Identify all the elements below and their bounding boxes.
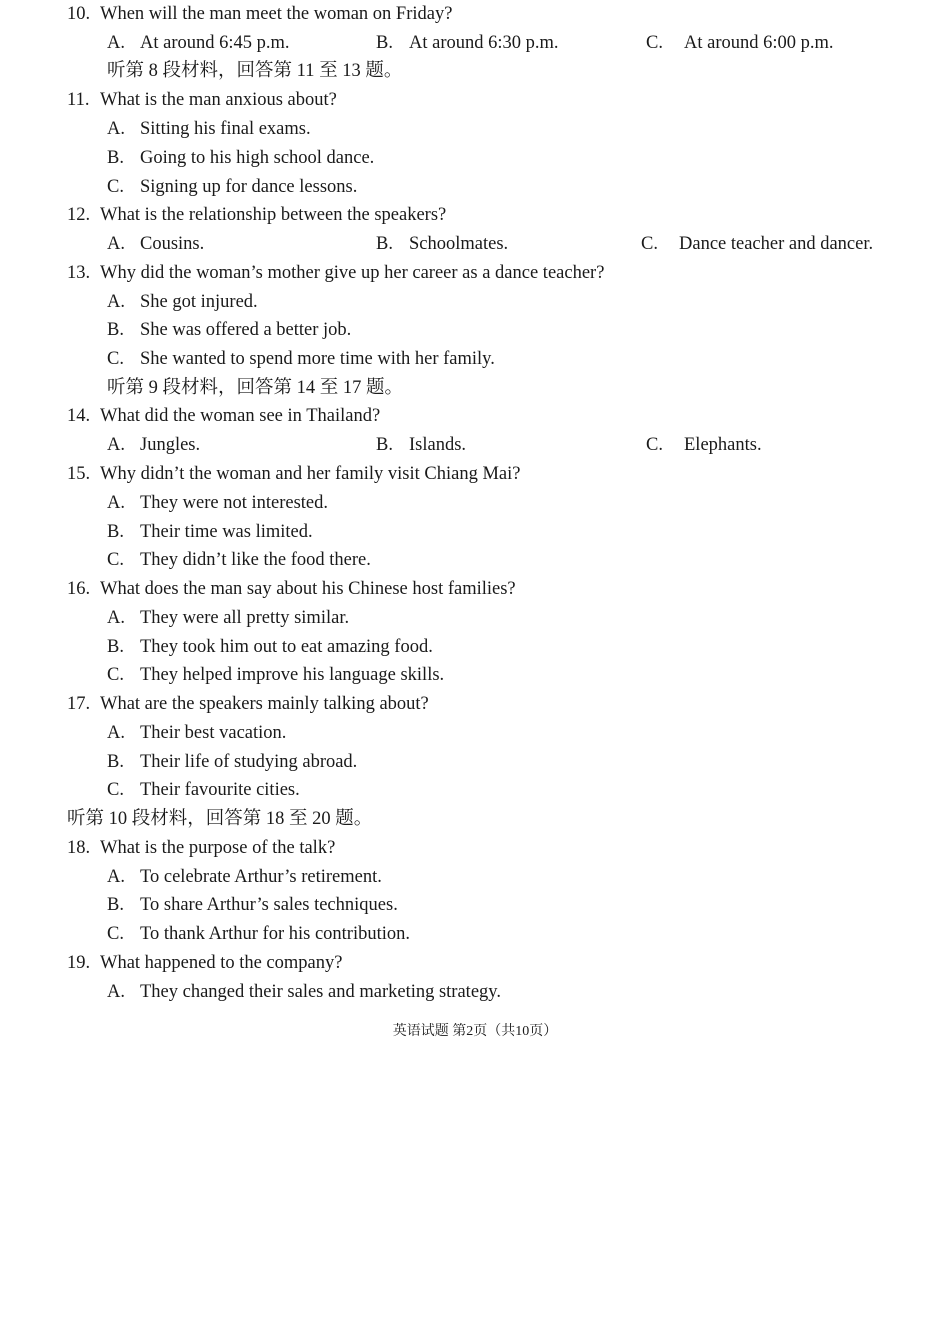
option-letter: C.	[107, 177, 124, 197]
question-14	[67, 404, 380, 428]
option-11-a	[107, 117, 311, 141]
option-12-b	[376, 232, 508, 256]
question-number: 13.	[67, 263, 91, 283]
option-text: She wanted to spend more time with her family.	[140, 349, 495, 369]
option-text: They were all pretty similar.	[140, 608, 350, 628]
question-13	[67, 261, 604, 285]
option-10-c	[646, 31, 834, 55]
question-text: Why did the woman’s mother give up her career as a dance teacher?	[100, 263, 605, 283]
option-letter: B.	[376, 33, 393, 53]
question-15	[67, 462, 520, 486]
option-letter: B.	[376, 435, 393, 455]
option-text: She got injured.	[140, 292, 258, 312]
question-16	[67, 577, 516, 601]
option-13-c	[107, 347, 495, 371]
option-17-a	[107, 721, 286, 745]
option-letter: C.	[641, 234, 658, 254]
question-number: 14.	[67, 406, 91, 426]
page-footer: 英语试题 第2页（共10页）	[392, 1024, 558, 1039]
option-text: They helped improve his language skills.	[140, 665, 445, 685]
option-text: To celebrate Arthur’s retirement.	[140, 867, 382, 887]
question-number: 19.	[67, 953, 91, 973]
question-number: 11.	[67, 90, 90, 110]
option-13-b	[107, 318, 351, 342]
option-letter: B.	[107, 637, 124, 657]
option-15-c	[107, 548, 371, 572]
option-letter: B.	[107, 320, 124, 340]
option-text: Dance teacher and dancer.	[679, 234, 874, 254]
question-number: 10.	[67, 4, 91, 24]
option-text: They took him out to eat amazing food.	[140, 637, 433, 657]
question-number: 16.	[67, 579, 91, 599]
option-text: At around 6:30 p.m.	[409, 33, 559, 53]
question-text: What does the man say about his Chinese host families?	[100, 579, 516, 599]
option-letter: A.	[107, 234, 125, 254]
option-text: Signing up for dance lessons.	[140, 177, 358, 197]
question-17	[67, 692, 429, 716]
question-text: What did the woman see in Thailand?	[100, 406, 381, 426]
question-text: What is the relationship between the speakers?	[100, 205, 447, 225]
option-letter: A.	[107, 982, 125, 1002]
option-15-b	[107, 520, 313, 544]
option-18-b	[107, 893, 398, 917]
option-letter: B.	[376, 234, 393, 254]
question-19	[67, 951, 342, 975]
option-19-a	[107, 980, 501, 1004]
option-14-a	[107, 433, 200, 457]
option-18-c	[107, 922, 410, 946]
question-text: What are the speakers mainly talking about?	[100, 694, 429, 714]
option-12-a	[107, 232, 204, 256]
option-text: Their life of studying abroad.	[140, 752, 358, 772]
question-18	[67, 836, 335, 860]
option-letter: C.	[107, 665, 124, 685]
option-10-a	[107, 31, 290, 55]
question-text: What is the purpose of the talk?	[100, 838, 336, 858]
option-letter: A.	[107, 723, 125, 743]
question-text: When will the man meet the woman on Friday?	[100, 4, 453, 24]
option-text: Going to his high school dance.	[140, 148, 375, 168]
option-letter: C.	[107, 924, 124, 944]
option-letter: A.	[107, 119, 125, 139]
option-text: They changed their sales and marketing strategy.	[140, 982, 501, 1002]
option-letter: A.	[107, 867, 125, 887]
option-14-c	[646, 433, 762, 457]
option-15-a	[107, 491, 328, 515]
option-17-b	[107, 750, 357, 774]
option-10-b	[376, 31, 559, 55]
option-letter: A.	[107, 292, 125, 312]
question-12	[67, 203, 446, 227]
option-text: Schoolmates.	[409, 234, 509, 254]
option-text: Their best vacation.	[140, 723, 287, 743]
option-text: Elephants.	[684, 435, 762, 455]
option-text: She was offered a better job.	[140, 320, 352, 340]
option-14-b	[376, 433, 466, 457]
option-letter: A.	[107, 435, 125, 455]
option-text: Islands.	[409, 435, 467, 455]
option-letter: C.	[646, 33, 663, 53]
option-text: To thank Arthur for his contribution.	[140, 924, 411, 944]
option-text: At around 6:00 p.m.	[684, 33, 834, 53]
option-letter: B.	[107, 752, 124, 772]
option-letter: B.	[107, 148, 124, 168]
option-16-a	[107, 606, 349, 630]
option-16-c	[107, 663, 444, 687]
option-letter: B.	[107, 895, 124, 915]
question-number: 12.	[67, 205, 91, 225]
section-9-instruction: 听第 9 段材料，回答第 14 至 17 题。	[107, 378, 404, 398]
option-17-c	[107, 778, 300, 802]
option-text: They didn’t like the food there.	[140, 550, 371, 570]
option-letter: A.	[107, 608, 125, 628]
question-text: What happened to the company?	[100, 953, 343, 973]
question-number: 18.	[67, 838, 91, 858]
option-letter: C.	[107, 349, 124, 369]
option-11-b	[107, 146, 374, 170]
section-10-instruction: 听第 10 段材料，回答第 18 至 20 题。	[67, 809, 373, 829]
option-letter: B.	[107, 522, 124, 542]
question-number: 17.	[67, 694, 91, 714]
question-11	[67, 88, 337, 112]
option-16-b	[107, 635, 433, 659]
option-text: At around 6:45 p.m.	[140, 33, 290, 53]
section-8-instruction: 听第 8 段材料，回答第 11 至 13 题。	[107, 61, 403, 81]
option-12-c	[641, 232, 873, 256]
option-text: Their time was limited.	[140, 522, 313, 542]
option-11-c	[107, 175, 357, 199]
option-text: Cousins.	[140, 234, 205, 254]
option-text: Jungles.	[140, 435, 201, 455]
option-letter: A.	[107, 493, 125, 513]
question-text: What is the man anxious about?	[100, 90, 337, 110]
option-text: They were not interested.	[140, 493, 329, 513]
option-13-a	[107, 290, 258, 314]
question-number: 15.	[67, 464, 91, 484]
option-letter: C.	[107, 780, 124, 800]
option-letter: C.	[646, 435, 663, 455]
option-letter: A.	[107, 33, 125, 53]
question-text: Why didn’t the woman and her family visit Chiang Mai?	[100, 464, 521, 484]
option-text: Their favourite cities.	[140, 780, 300, 800]
option-letter: C.	[107, 550, 124, 570]
option-text: To share Arthur’s sales techniques.	[140, 895, 398, 915]
question-10	[67, 2, 452, 26]
option-18-a	[107, 865, 382, 889]
option-text: Sitting his final exams.	[140, 119, 311, 139]
